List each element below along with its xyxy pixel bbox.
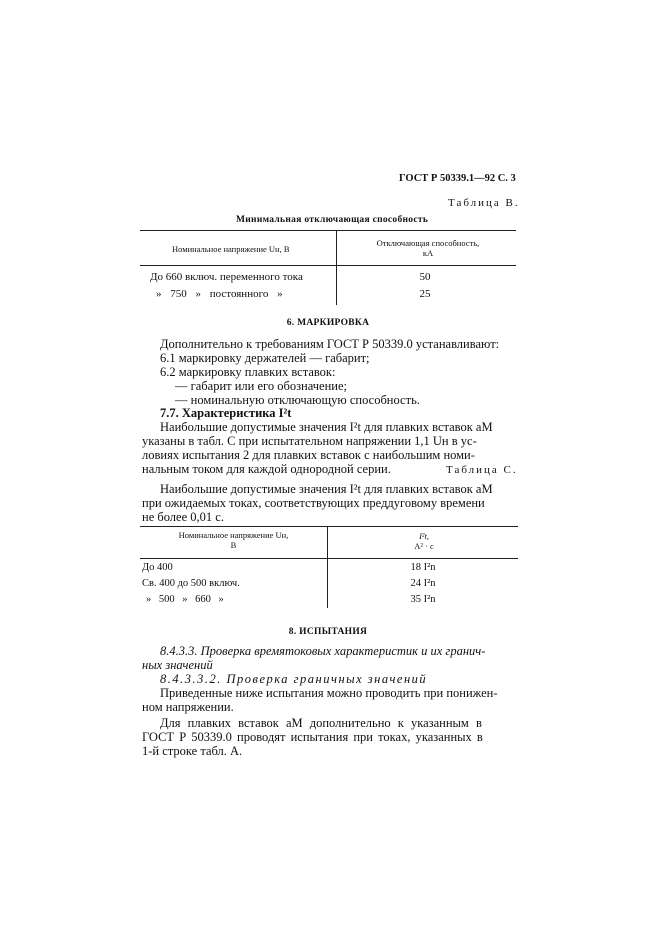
table-c-intro-3: не более 0,01 с. [142,510,224,524]
section-7-7-line-4: нальным током для каждой однородной серии. [142,462,391,476]
table-c-col1-header [140,530,327,550]
section-8-p3-line-1: Приведенные ниже испытания можно проводить при понижен- [160,686,498,700]
section-7-7-line-3: ловиях испытания 2 для плавких вставок с наибольшим номи- [142,448,475,462]
table-c-col2-header-line2: А² · с [414,541,434,551]
table-b-top-rule [140,230,516,231]
document-reference: ГОСТ Р 50339.1—92 С. 3 [399,173,516,184]
table-b-row1-value: 50 [419,271,431,283]
section-8-heading: 8. ИСПЫТАНИЯ [288,627,368,637]
section-8-p4-line-1: Для плавких вставок aM дополнительно к указанным в [160,716,482,730]
section-7-7-line-2: указаны в табл. С при испытательном напряжении 1,1 Uн в ус- [142,434,477,448]
table-b-column-divider [336,230,337,305]
table-b-label: Таблица В. [448,197,520,209]
table-c-header-rule [140,558,518,559]
table-b-col2-header-line1: Отключающая способность, [376,238,480,248]
table-c-col1-header-line2: В [230,540,237,550]
section-6-item-2a: — габарит или его обозначение; [175,379,347,393]
section-7-7-line-1: Наибольшие допустимые значения I²t для плавких вставок aM [160,420,493,434]
table-b-col2-header-line2: кА [422,248,434,258]
section-6-item-2: 6.2 маркировку плавких вставок: [160,365,336,379]
table-c-intro-2: при ожидаемых токах, соответствующих преддуговому времени [142,496,485,510]
table-c-row1-voltage: До 400 [142,562,173,573]
section-8-p1-line-2: ных значений [142,658,213,672]
table-c-intro-1: Наибольшие допустимые значения I²t для плавких вставок aM [160,482,493,496]
table-c-top-rule [140,526,518,527]
table-b-header-rule [140,265,516,266]
table-b-row1-voltage: До 660 включ. переменного тока [150,271,303,283]
section-6-heading: 6. МАРКИРОВКА [286,318,370,328]
table-c-row2-value: 24 I²n [410,578,436,589]
section-8-p1-line-1: 8.4.3.3. Проверка времятоковых характеристик и их гранич- [160,644,486,658]
section-8-p4-line-3: 1-й строке табл. А. [142,744,243,758]
table-c-row2-voltage: Св. 400 до 500 включ. [142,578,240,589]
table-c-row3-voltage: » 500 » 660 » [146,594,224,605]
table-b-row2-value: 25 [419,288,431,300]
table-b-title: Минимальная отключающая способность [236,215,429,225]
section-6-intro: Дополнительно к требованиям ГОСТ Р 50339.0 устанавливают: [160,337,500,351]
section-8-p4-line-2: ГОСТ Р 50339.0 проводят испытания при токах, указанных в [142,730,483,744]
table-c-row3-value: 35 I²n [410,594,436,605]
table-c-row1-value: 18 I²n [410,562,436,573]
section-6-item-2b: — номинальную отключающую способность. [175,393,420,407]
table-b-col2-header [340,238,516,258]
section-7-7-heading: 7.7. Характеристика I²t [160,406,292,420]
section-8-p3-line-2: ном напряжении. [142,700,234,714]
table-c-col1-header-line1: Номинальное напряжение Uн, [178,530,289,540]
table-b-col1-header: Номинальное напряжение Uн, В [172,244,290,254]
table-row [150,271,303,283]
table-c-col2-header [330,531,518,551]
table-c-column-divider [327,526,328,608]
table-c-col2-header-line1: I²t, [419,531,429,541]
section-8-p2: 8.4.3.3.2. Проверка граничных значений [160,672,428,686]
table-row [156,288,283,300]
section-6-item-1: 6.1 маркировку держателей — габарит; [160,351,370,365]
table-b-row2-voltage: » 750 » постоянного » [156,288,283,300]
table-c-label: Таблица С. [446,464,518,476]
